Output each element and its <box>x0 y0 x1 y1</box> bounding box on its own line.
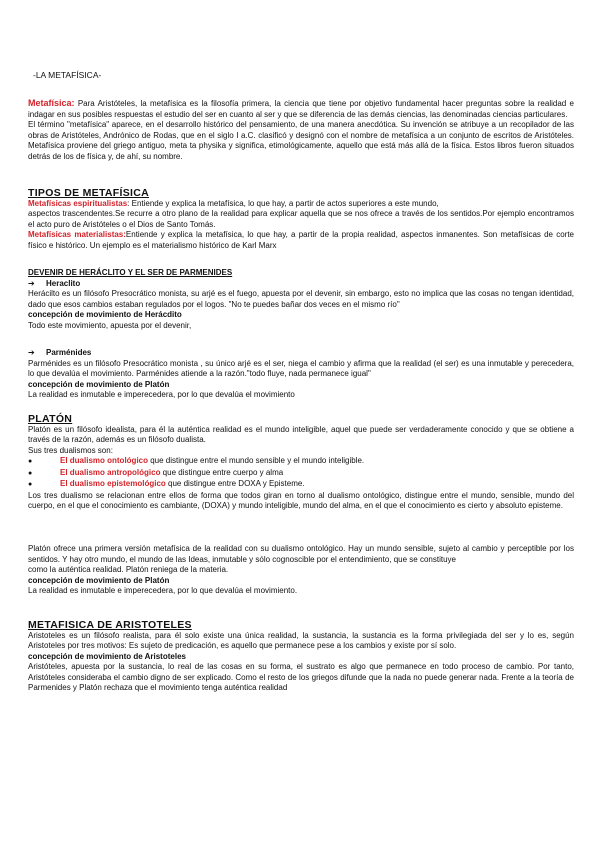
heraclito-concepcion-heading: concepción de movimiento de Herácdito <box>28 310 182 319</box>
heraclito-subheading <box>28 279 574 290</box>
platon-section <box>28 414 574 512</box>
dualismos-relacion-paragraph: Los tres dualismo se relacionan entre ellos de forma que todos giran en torno al dualismo ontológico, distingue entre el mundo, sensible, mundo del cuerpo, en el que el conocimiento es cambiante, (DOXA) y mundo inteligible, mundo del alma, en el que el conocimiento es cierto y absoluto episteme. <box>28 490 574 510</box>
platon-heading: PLATÓN <box>28 413 73 425</box>
platon-concepcion-heading: concepción de movimiento de Platón <box>28 575 170 585</box>
aristoteles-heading: METAFISICA DE ARISTOTELES <box>28 619 192 631</box>
list-item <box>28 479 574 491</box>
document-title: -LA METAFÍSICA- <box>33 70 102 80</box>
espiritualistas-text: : Entiende y explica la metafísica, lo que hay, a partir de actos superiores a este mundo, <box>127 198 439 208</box>
arrow-right-icon: ➔ <box>28 278 35 288</box>
dualismo-ontologico-text: que distingue entre el mundo sensible y el mundo inteligible. <box>148 456 365 465</box>
list-item <box>28 468 574 480</box>
espiritualistas-paragraph-2: aspectos trascendentes.Se recurre a otro plano de la realidad para explicar aquella que se nos ofrece a través de los sentidos.Por ejemplo encontramos el acto puro de Aristóteles o el Dios de Santo Tomás. <box>28 209 574 229</box>
intro-paragraph-2: El término "metafísica" aparece, en el desarrollo histórico del pensamiento, de una manera anecdótica. Su invención se atribuye a un recopilador de las obras de Aristóteles, Andrónico de Rodas, que en el siglo I a.C. clasificó y designó con el nombre de metafísica a un conjunto de escritos de Aristóteles. Metafísica proviene del griego antiguo, meta ta physika y significa, etimológicamente, aquello que está más allá de la física. Estos libros fueron situados detrás de los de física y, de ahí, su nombre. <box>28 120 574 161</box>
aristoteles-concepcion-heading: concepción de movimiento de Aristoteles <box>28 651 186 661</box>
materialistas-text: Entiende y explica la metafísica, lo que hay, a partir de la propia realidad, aspectos inmanentes. Son metafísicas de corte físico e histórico. Un ejemplo es el materialismo histórico de Karl Marx <box>28 230 574 250</box>
materialistas-paragraph <box>28 230 574 251</box>
dualismo-antropologico-term: El dualismo antropológico <box>60 467 161 477</box>
intro-section <box>28 98 574 162</box>
list-item <box>28 456 574 468</box>
devenir-section <box>28 268 574 331</box>
platon-metafisica-paragraph: Platón ofrece una primera versión metafísica de la realidad con su dualismo ontológico. Hay un mundo sensible, sujeto al cambio y perceptible por los sentidos. Y hay otro mundo, el mundo de las Ideas, inmutable y sólo cognoscible por el entendimiento, que se constituye <box>28 544 574 564</box>
aristoteles-concepcion-text: Aristóteles, apuesta por la sustancia, lo real de las cosas en su forma, el sustrato es algo que permanece en todo proceso de cambio. Por tanto, Aristóteles consideraba el cambio digno de ser explicado. Como el resto de los griegos difunde que la nada no puede generar nada. Frente a la teoría de Parmenides y Platón rechaza que el movimiento tenga auténtica realidad <box>28 662 574 692</box>
arrow-right-icon: ➔ <box>28 348 35 357</box>
metafisica-term: Metafísica: <box>28 98 75 108</box>
parmenides-section <box>28 348 574 401</box>
platon-paragraph: Platón es un filósofo idealista, para él la auténtica realidad es el mundo inteligible, aquel que puede ser verdaderamente conocido y que se obtiene a través de la razón, además es un filósofo dualista. <box>28 424 574 444</box>
parmenides-paragraph: Parménides es un filósofo Presocrático monista , su único arjé es el ser, niega el cambio y afirma que la realidad (el ser) es una inmutable y perecedera, lo que devalúa el movimiento. Parménides atiende a la razón."todo fluye, nada permanece igual" <box>28 358 574 378</box>
tipos-section <box>28 188 574 251</box>
intro-text: Para Aristóteles, la metafísica es la filosofía primera, la ciencia que tiene por objetivo fundamental hacer preguntas sobre la realidad e indagar en sus posibles respuestas el estudio del ser en cuanto al ser y que se diferencia de las demás ciencias, las denominadas ciencias particulares. <box>28 99 574 119</box>
dualismo-epistemologico-text: que distingue entre DOXA y Episteme. <box>165 479 305 488</box>
tipos-heading: TIPOS DE METAFÍSICA <box>28 187 150 199</box>
parmenides-concepcion-text: La realidad es inmutable e imperecedera, por lo que devalúa el movimiento <box>28 390 295 399</box>
espiritualistas-paragraph <box>28 199 574 210</box>
dualismos-intro: Sus tres dualismos son: <box>28 445 113 455</box>
devenir-heading: DEVENIR DE HERÁCLITO Y EL SER DE PARMENIDES <box>28 268 233 277</box>
heraclito-paragraph: Herácilto es un filósofo Presocrático monista, su arjé es el fuego, apuesta por el devenir, sin embargo, esto no implica que las cosas no tengan identidad, dado que esos cambios estaban regulados por el logos. "No te puedes bañar dos veces en el mismo río" <box>28 289 574 309</box>
aristoteles-paragraph: Aristoteles es un filósofo realista, para él solo existe una única realidad, la sustancia, la sustancia es la forma privilegiada del ser y lo es, según Aristoteles por tres motivos: Es sujeto de predicación, es aquello que permanece pese a los cambios y existe por sí solo. <box>28 630 574 650</box>
platon-metafisica-paragraph-2: como la auténtica realidad. Platón reniega de la materia. <box>28 565 229 574</box>
espiritualistas-term: Metafísicas espiritualistas <box>28 198 128 208</box>
parmenides-concepcion-heading: concepción de movimiento de Platón <box>28 379 170 389</box>
bullet-icon: ● <box>28 481 33 488</box>
parmenides-subheading <box>28 348 574 359</box>
intro-paragraph <box>28 98 574 120</box>
platon-concepcion-text: La realidad es inmutable e imperecedera, por lo que devalúa el movimiento. <box>28 586 298 595</box>
heraclito-concepcion-text: Todo este movimiento, apuesta por el devenir, <box>28 320 192 330</box>
bullet-icon: ● <box>28 469 33 477</box>
parmenides-label: Parménides <box>46 348 92 357</box>
bullet-icon: ● <box>28 458 33 465</box>
materialistas-term: Metafísicas materialistas: <box>28 230 126 239</box>
dualismo-epistemologico-term: El dualismo epistemológico <box>60 479 166 488</box>
heraclito-label: Heraclito <box>46 278 81 288</box>
dualismo-antropologico-text: que distingue entre cuerpo y alma <box>160 467 284 477</box>
platon-metafisica-section <box>28 544 574 597</box>
dualismo-ontologico-term: El dualismo ontológico <box>60 456 148 465</box>
aristoteles-section <box>28 620 574 694</box>
